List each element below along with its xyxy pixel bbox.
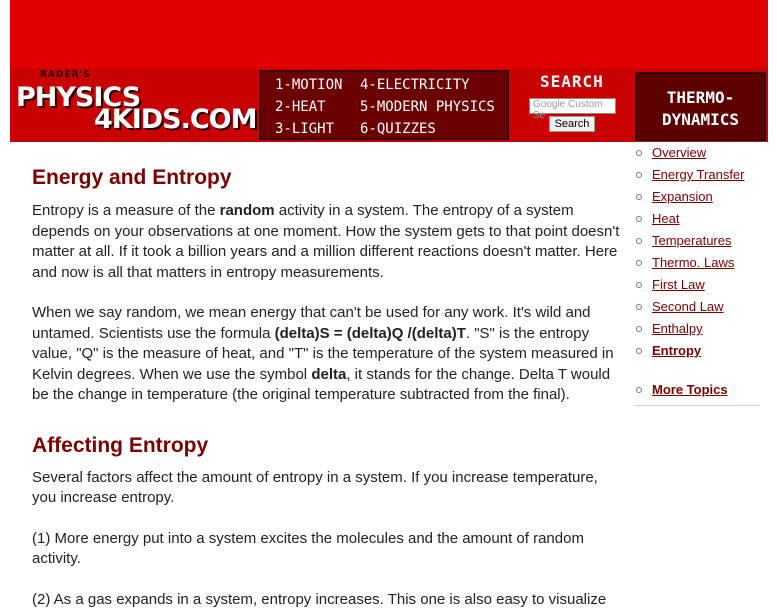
paragraph-2: When we say random, we mean energy that can't be used for any work. It's wild and untamed. Scientists use the formula (delta)S = (delta)Q /(delta)T. "S" is the entropy value, "Q" is the measure of heat, and "T" is the temperature of the system measured in Kelvin degrees. When we use the symbol delta, it stands for the change. Delta T would be the change in temperature (the original temperature subtracted from the final). [32, 303, 622, 406]
paragraph-3: Several factors affect the amount of entropy in a system. If you increase temperature, you increase entropy. [32, 468, 622, 509]
logo-line1: PHYSICS [16, 82, 140, 113]
nav-motion[interactable]: 1-MOTION [275, 77, 342, 93]
site-logo[interactable] [10, 70, 250, 140]
nav-heat[interactable]: 2-HEAT [275, 99, 326, 115]
sidebar-item-expansion [634, 187, 760, 209]
section-title-line1: THERMO- [637, 88, 764, 107]
search-button[interactable]: Search [549, 116, 595, 132]
sidebar-item-energy-transfer [634, 165, 760, 187]
sidebar-link-temperatures[interactable]: Temperatures [652, 233, 731, 248]
nav-modern-physics[interactable]: 5-MODERN PHYSICS [360, 99, 495, 115]
search-label: SEARCH [540, 72, 604, 91]
paragraph-4: (1) More energy put into a system excites the molecules and the amount of random activity. [32, 529, 622, 570]
nav-electricity[interactable]: 4-ELECTRICITY [360, 77, 470, 93]
main-content [32, 166, 622, 610]
sidebar-link-energy-transfer[interactable]: Energy Transfer [652, 167, 745, 182]
sidebar-link-heat[interactable]: Heat [652, 211, 679, 226]
search-input[interactable]: Google Custom Se [529, 98, 616, 114]
sidebar-item-second-law [634, 297, 760, 319]
sidebar-item-thermo-laws [634, 253, 760, 275]
heading-energy-entropy: Energy and Entropy [32, 166, 622, 190]
sidebar-item-first-law [634, 275, 760, 297]
sidebar-item-enthalpy [634, 319, 760, 341]
sidebar-link-enthalpy[interactable]: Enthalpy [652, 321, 703, 336]
sidebar-item-entropy [634, 341, 760, 363]
sidebar-link-first-law[interactable]: First Law [652, 277, 705, 292]
topic-nav [259, 70, 509, 140]
sidebar-link-second-law[interactable]: Second Law [652, 299, 724, 314]
logo-raders: RADER'S [40, 70, 91, 80]
section-title-line2: DYNAMICS [637, 110, 764, 129]
section-title-box [635, 72, 766, 141]
heading-affecting-entropy: Affecting Entropy [32, 434, 622, 458]
sidebar-item-temperatures [634, 231, 760, 253]
nav-quizzes[interactable]: 6-QUIZZES [360, 121, 436, 137]
sidebar-item-more-topics [634, 380, 760, 402]
sidebar-link-expansion[interactable]: Expansion [652, 189, 713, 204]
sidebar-divider [634, 405, 760, 406]
sidebar-link-entropy[interactable]: Entropy [652, 343, 701, 358]
paragraph-5: (2) As a gas expands in a system, entropy increases. This one is also easy to visualize [32, 590, 622, 610]
sidebar-item-heat [634, 209, 760, 231]
sidebar-link-thermo-laws[interactable]: Thermo. Laws [652, 255, 734, 270]
logo-line2: 4KIDS.COM [94, 104, 257, 135]
sidebar-nav [634, 143, 760, 402]
paragraph-1: Entropy is a measure of the random activity in a system. The entropy of a system depends on your observations at one moment. How the system gets to that point doesn't matter at all. If it took a billion years and a million different reactions doesn't matter. Here and now is all that matters in entropy measurements. [32, 201, 622, 283]
sidebar-item-overview [634, 143, 760, 165]
sidebar-link-more-topics[interactable]: More Topics [652, 382, 728, 397]
sidebar-link-overview[interactable]: Overview [652, 145, 706, 160]
nav-light[interactable]: 3-LIGHT [275, 121, 334, 137]
